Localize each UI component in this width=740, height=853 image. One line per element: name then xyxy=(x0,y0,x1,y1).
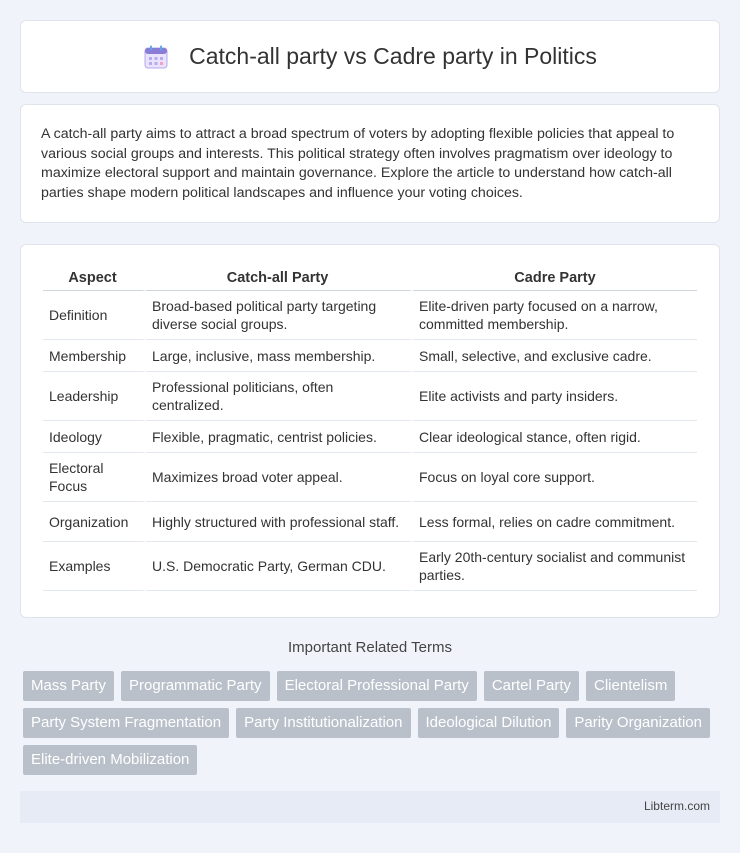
header-aspect: Aspect xyxy=(43,265,146,291)
table-row xyxy=(43,421,697,453)
row-aspect: Ideology xyxy=(43,421,146,453)
row-aspect: Examples xyxy=(43,542,146,591)
table-row xyxy=(43,340,697,372)
table-row xyxy=(43,291,697,340)
row-cadre: Elite-driven party focused on a narrow, committed membership. xyxy=(413,291,697,340)
row-cadre: Focus on loyal core support. xyxy=(413,453,697,502)
header-catch-all: Catch-all Party xyxy=(146,265,413,291)
related-term-tag[interactable]: Clientelism xyxy=(586,671,675,701)
row-aspect: Definition xyxy=(43,291,146,340)
page-title: Catch-all party vs Cadre party in Politics xyxy=(189,43,597,69)
related-term-tag[interactable]: Elite-driven Mobilization xyxy=(23,745,197,775)
related-term-tag[interactable]: Mass Party xyxy=(23,671,114,701)
row-cadre: Small, selective, and exclusive cadre. xyxy=(413,340,697,372)
related-term-tag[interactable]: Cartel Party xyxy=(484,671,579,701)
title-card xyxy=(20,20,720,93)
table-row xyxy=(43,453,697,502)
row-catch-all: Large, inclusive, mass membership. xyxy=(146,340,413,372)
related-term-tag[interactable]: Parity Organization xyxy=(566,708,710,738)
row-aspect: Organization xyxy=(43,502,146,542)
row-catch-all: Broad-based political party targeting diverse social groups. xyxy=(146,291,413,340)
intro-text: A catch-all party aims to attract a broad spectrum of voters by adopting flexible policies that appeal to various social groups and interests. This political strategy often involves pragmatism over ideology to maximize electoral support and maintain governance. Explore the article to understand how catch-all parties shape modern political landscapes and influence your voting choices. xyxy=(41,126,675,201)
row-cadre: Elite activists and party insiders. xyxy=(413,372,697,421)
related-term-tag[interactable]: Electoral Professional Party xyxy=(277,671,477,701)
row-aspect: Leadership xyxy=(43,372,146,421)
table-row xyxy=(43,372,697,421)
intro-card xyxy=(20,104,720,223)
header-cadre: Cadre Party xyxy=(413,265,697,291)
row-catch-all: Flexible, pragmatic, centrist policies. xyxy=(146,421,413,453)
row-aspect: Membership xyxy=(43,340,146,372)
footer-site-link[interactable]: Libterm.com xyxy=(643,799,710,813)
table-header-row xyxy=(43,265,697,291)
row-catch-all: Highly structured with professional staff. xyxy=(146,502,413,542)
row-catch-all: Maximizes broad voter appeal. xyxy=(146,453,413,502)
related-term-tag[interactable]: Ideological Dilution xyxy=(418,708,560,738)
related-term-tag[interactable]: Party System Fragmentation xyxy=(23,708,229,738)
footer xyxy=(20,791,720,823)
related-terms-title: Important Related Terms xyxy=(288,639,452,656)
comparison-table xyxy=(43,265,697,591)
row-catch-all: U.S. Democratic Party, German CDU. xyxy=(146,542,413,591)
row-aspect: Electoral Focus xyxy=(43,453,146,502)
related-terms-list xyxy=(23,671,723,782)
row-cadre: Early 20th-century socialist and communist parties. xyxy=(413,542,697,591)
related-term-tag[interactable]: Party Institutionalization xyxy=(236,708,410,738)
related-term-tag[interactable]: Programmatic Party xyxy=(121,671,270,701)
table-row xyxy=(43,542,697,591)
comparison-card xyxy=(20,244,720,618)
table-row xyxy=(43,502,697,542)
row-catch-all: Professional politicians, often centralized. xyxy=(146,372,413,421)
row-cadre: Less formal, relies on cadre commitment. xyxy=(413,502,697,542)
calendar-icon xyxy=(143,44,169,70)
row-cadre: Clear ideological stance, often rigid. xyxy=(413,421,697,453)
